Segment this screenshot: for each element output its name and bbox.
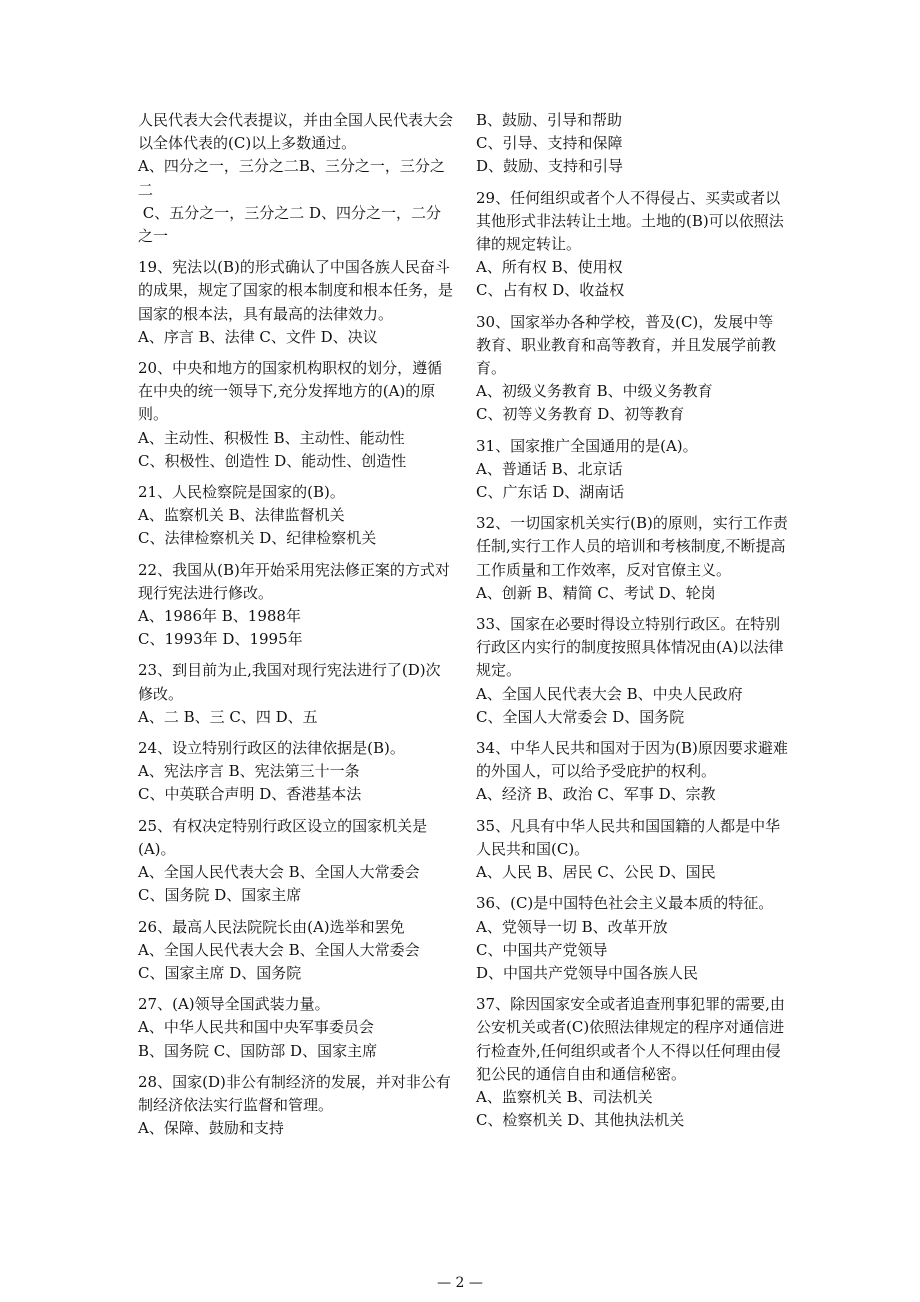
- question-stem: 23、到目前为止,我国对现行宪法进行了(D)次修改。: [138, 661, 441, 703]
- answer-options: C、广东话 D、湖南话: [476, 483, 625, 502]
- answer-options: C、初等义务教育 D、初等教育: [476, 405, 685, 424]
- answer-options: A、监察机关 B、司法机关: [476, 1087, 653, 1106]
- answer-options: C、占有权 D、收益权: [476, 281, 625, 300]
- question-stem: 26、最高人民法院院长由(A)选举和罢免: [138, 917, 405, 936]
- question-stem: 34、中华人民共和国对于因为(B)原因要求避难的外国人，可以给予受庇护的权利。: [476, 739, 788, 781]
- answer-options: A、人民 B、居民 C、公民 D、国民: [476, 863, 716, 882]
- answer-options: C、法律检察机关 D、纪律检察机关: [138, 529, 377, 548]
- question-stem: 20、中央和地方的国家机构职权的划分，遵循在中央的统一领导下,充分发挥地方的(A)的原则。: [138, 359, 443, 424]
- left-column: [138, 109, 454, 1140]
- question-stem: 32、一切国家机关实行(B)的原则，实行工作责任制,实行工作人员的培训和考核制度,不断提高工作质量和工作效率，反对官僚主义。: [476, 514, 788, 579]
- answer-options: C、积极性、创造性 D、能动性、创造性: [138, 451, 407, 470]
- answer-options: A、四分之一，三分之二B、三分之一，三分之二: [138, 157, 445, 199]
- answer-options: A、中华人民共和国中央军事委员会: [138, 1018, 374, 1037]
- question-stem: 29、任何组织或者个人不得侵占、买卖或者以其他形式非法转让土地。土地的(B)可以依照法律的规定转让。: [476, 188, 784, 254]
- answer-options: A、1986年 B、1988年: [138, 607, 301, 626]
- question-stem: 28、国家(D)非公有制经济的发展，并对非公有制经济依法实行监督和管理。: [138, 1072, 451, 1114]
- answer-options: A、保障、鼓励和支持: [138, 1119, 284, 1138]
- question-stem: 19、宪法以(B)的形式确认了中国各族人民奋斗的成果，规定了国家的根本制度和根本任务，是国家的根本法，具有最高的法律效力。: [138, 258, 454, 323]
- question-stem: 27、(A)领导全国武装力量。: [138, 995, 330, 1014]
- answer-options: A、所有权 B、使用权: [476, 258, 623, 277]
- answer-options: A、全国人民代表大会 B、中央人民政府: [476, 684, 743, 703]
- answer-options: B、国务院 C、国防部 D、国家主席: [138, 1041, 378, 1060]
- answer-options: A、全国人民代表大会 B、全国人大常委会: [138, 863, 420, 882]
- answer-options: A、初级义务教育 B、中级义务教育: [476, 382, 713, 401]
- answer-options: A、宪法序言 B、宪法第三十一条: [138, 762, 360, 781]
- question-stem: 36、(C)是中国特色社会主义最本质的特征。: [476, 894, 774, 913]
- answer-options: 人民代表大会代表提议，并由全国人民代表大会以全体代表的(C)以上多数通过。: [138, 111, 454, 153]
- answer-options: C、中英联合声明 D、香港基本法: [138, 785, 362, 804]
- answer-options: A、监察机关 B、法律监督机关: [138, 506, 345, 525]
- answer-options: C、全国人大常委会 D、国务院: [476, 707, 685, 726]
- question-stem: 30、国家举办各种学校，普及(C)，发展中等教育、职业教育和高等教育，并且发展学前教育。: [476, 312, 777, 378]
- answer-options: A、创新 B、精简 C、考试 D、轮岗: [476, 583, 716, 602]
- page-number: — 2 —: [437, 1275, 483, 1291]
- question-stem: 25、有权决定特别行政区设立的国家机关是(A)。: [138, 816, 428, 858]
- answer-options: B、鼓励、引导和帮助: [476, 111, 623, 129]
- answer-options: C、检察机关 D、其他执法机关: [476, 1111, 685, 1130]
- question-stem: 24、设立特别行政区的法律依据是(B)。: [138, 739, 405, 758]
- answer-options: A、全国人民代表大会 B、全国人大常委会: [138, 940, 420, 959]
- answer-options: A、序言 B、法律 C、文件 D、决议: [138, 327, 378, 346]
- question-stem: 37、除因国家安全或者追查刑事犯罪的需要,由公安机关或者(C)依照法律规定的程序对通信进行检查外,任何组织或者个人不得以任何理由侵犯公民的通信自由和通信秘密。: [476, 995, 785, 1083]
- answer-options: C、国务院 D、国家主席: [138, 886, 302, 905]
- answer-options: C、1993年 D、1995年: [138, 630, 303, 649]
- answer-options: A、普通话 B、北京话: [476, 459, 623, 478]
- answer-options: C、引导、支持和保障: [476, 134, 623, 153]
- question-stem: 35、凡具有中华人民共和国国籍的人都是中华人民共和国(C)。: [476, 816, 781, 858]
- question-stem: 31、国家推广全国通用的是(A)。: [476, 436, 698, 455]
- answer-options: D、中国共产党领导中国各族人民: [476, 963, 699, 982]
- answer-options: C、五分之一，三分之二 D、四分之一，二分之一: [138, 203, 442, 246]
- question-stem: 22、我国从(B)年开始采用宪法修正案的方式对现行宪法进行修改。: [138, 560, 450, 602]
- answer-options: A、经济 B、政治 C、军事 D、宗教: [476, 785, 716, 804]
- answer-options: A、党领导一切 B、改革开放: [476, 917, 668, 936]
- answer-options: C、中国共产党领导: [476, 940, 608, 959]
- question-stem: 33、国家在必要时得设立特别行政区。在特别行政区内实行的制度按照具体情况由(A)以法律规定。: [476, 615, 784, 680]
- right-column: [476, 109, 788, 1132]
- answer-options: A、二 B、三 C、四 D、五: [138, 707, 318, 726]
- question-stem: 21、人民检察院是国家的(B)。: [138, 483, 345, 502]
- answer-options: A、主动性、积极性 B、主动性、能动性: [138, 428, 405, 447]
- answer-options: D、鼓励、支持和引导: [476, 157, 624, 176]
- answer-options: C、国家主席 D、国务院: [138, 963, 302, 982]
